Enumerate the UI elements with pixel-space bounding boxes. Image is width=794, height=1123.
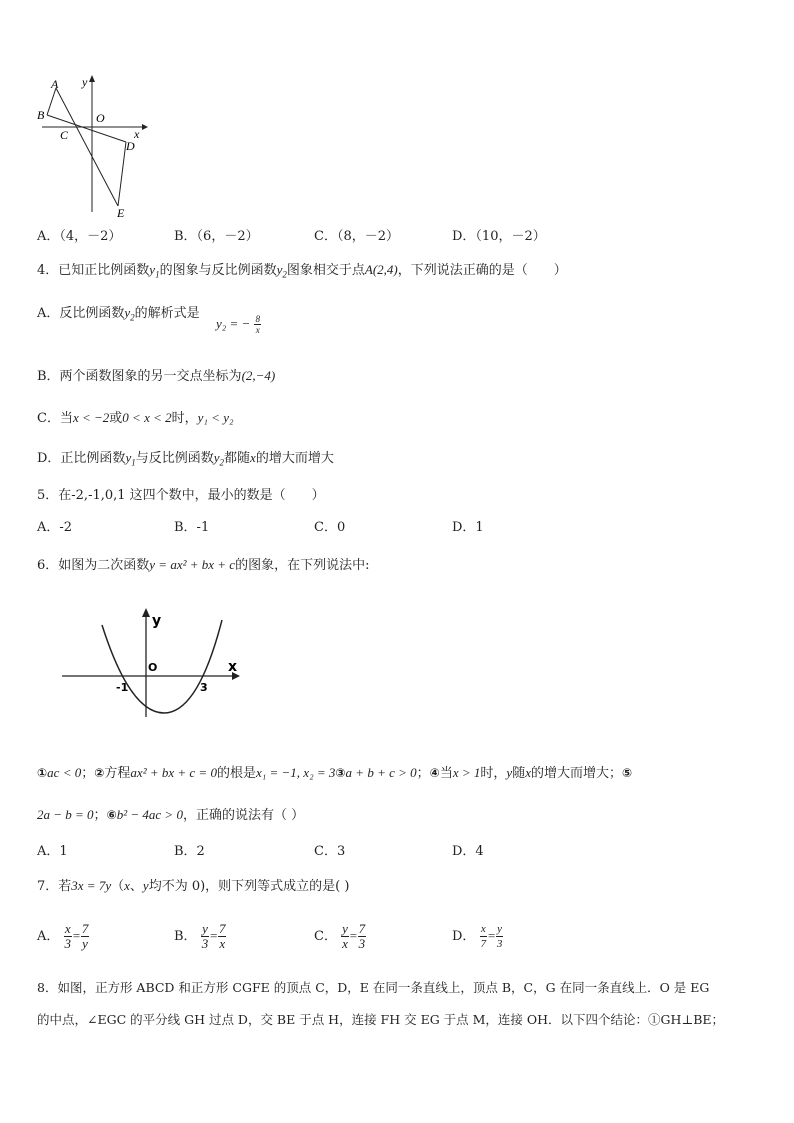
q3-option-c[interactable]: C．（8，－2） bbox=[314, 229, 399, 244]
q6-statements-line2: 2a − b = 0；⑥b² − 4ac > 0，正确的说法有（ ） bbox=[37, 807, 305, 823]
label-3: 3 bbox=[200, 681, 208, 694]
q4-stem: 4．已知正比例函数$y_1$的图象与反比例函数$y_2$图象相交于点A(2,4)，下列说法正确的是（ ） bbox=[37, 262, 567, 280]
label-c: C bbox=[60, 128, 69, 142]
q6-option-d[interactable]: D．4 bbox=[452, 844, 484, 859]
y-axis-arrow bbox=[142, 608, 150, 617]
q5-option-c[interactable]: C．0 bbox=[314, 520, 346, 535]
q4-option-a-formula: y₂ = − $\frac{8}{x}$ bbox=[216, 314, 260, 335]
x-axis-arrow bbox=[142, 124, 148, 130]
label-a: A bbox=[51, 77, 59, 91]
segment-de bbox=[118, 142, 126, 206]
q4-option-b[interactable]: B．两个函数图象的另一交点坐标为(2,−4) bbox=[37, 368, 276, 384]
segment-ae bbox=[56, 88, 118, 206]
label-e: E bbox=[117, 206, 125, 220]
q5-option-b[interactable]: B．-1 bbox=[174, 520, 210, 535]
q7-option-c[interactable]: C． $\frac{y}{x}$ = $\frac{7}{3}$ bbox=[314, 921, 366, 951]
q7-option-a[interactable]: A． $\frac{x}{3}$ = $\frac{7}{y}$ bbox=[37, 921, 89, 951]
q4-option-a[interactable]: A．反比例函数$y_2$的解析式是 bbox=[37, 305, 200, 323]
q5-option-d[interactable]: D．1 bbox=[452, 520, 484, 535]
q6-statements-line1: ①ac < 0；②方程ax² + bx + c = 0的根是x₁ = −1, x₂ = 3③a + b + c > 0；④当x > 1时，y随x的增大而增大；⑤ bbox=[37, 765, 633, 781]
label-o: O bbox=[96, 111, 105, 125]
q4-option-d[interactable]: D．正比例函数$y_1$与反比例函数$y_2$都随x的增大而增大 bbox=[37, 450, 334, 468]
q3-option-a[interactable]: A．（4，－2） bbox=[37, 229, 122, 244]
segment-ab bbox=[47, 88, 56, 115]
label-y-axis: y bbox=[82, 75, 88, 89]
q7-option-b[interactable]: B． $\frac{y}{3}$ = $\frac{7}{x}$ bbox=[174, 921, 226, 951]
label-o: O bbox=[148, 661, 158, 674]
geometry-figure bbox=[30, 72, 150, 222]
q6-stem: 6．如图为二次函数y = ax² + bx + c的图象，在下列说法中: bbox=[37, 557, 370, 573]
q6-option-c[interactable]: C．3 bbox=[314, 844, 346, 859]
q6-option-b[interactable]: B．2 bbox=[174, 844, 205, 859]
q4-option-c[interactable]: C．当x < −2或0 < x < 2时，y₁ < y₂ bbox=[37, 410, 234, 426]
label-y: y bbox=[152, 613, 162, 629]
parabola-curve bbox=[102, 620, 222, 713]
q5-option-a[interactable]: A．-2 bbox=[37, 520, 73, 535]
label-d: D bbox=[126, 139, 135, 153]
q7-option-d[interactable]: D． $\frac{x}{7}$ = $\frac{y}{3}$ bbox=[452, 923, 503, 950]
q7-stem: 7．若3x = 7y（x、y均不为 0)，则下列等式成立的是( ) bbox=[37, 878, 350, 894]
label-minus-1: -1 bbox=[116, 681, 129, 694]
q3-option-b[interactable]: B．（6，－2） bbox=[174, 229, 259, 244]
q3-option-d[interactable]: D．（10，－2） bbox=[452, 229, 546, 244]
label-b: B bbox=[37, 108, 45, 122]
q6-option-a[interactable]: A．1 bbox=[37, 844, 68, 859]
segment-bd bbox=[47, 115, 126, 142]
q5-stem: 5．在-2,-1,0,1 这四个数中，最小的数是（ ） bbox=[37, 488, 325, 503]
y-axis-arrow bbox=[89, 75, 95, 82]
label-x-axis: x bbox=[134, 127, 140, 141]
label-x: x bbox=[228, 659, 238, 675]
parabola-figure bbox=[60, 605, 245, 720]
q8-line-2: 的中点，∠EGC 的平分线 GH 过点 D，交 BE 于点 H，连接 FH 交 EG 于点 M，连接 OH．以下四个结论：①GH⊥BE； bbox=[37, 1012, 725, 1027]
q8-line-1: 8．如图，正方形 ABCD 和正方形 CGFE 的顶点 C，D，E 在同一条直线上，顶点 B，C，G 在同一条直线上．O 是 EG bbox=[37, 980, 710, 995]
